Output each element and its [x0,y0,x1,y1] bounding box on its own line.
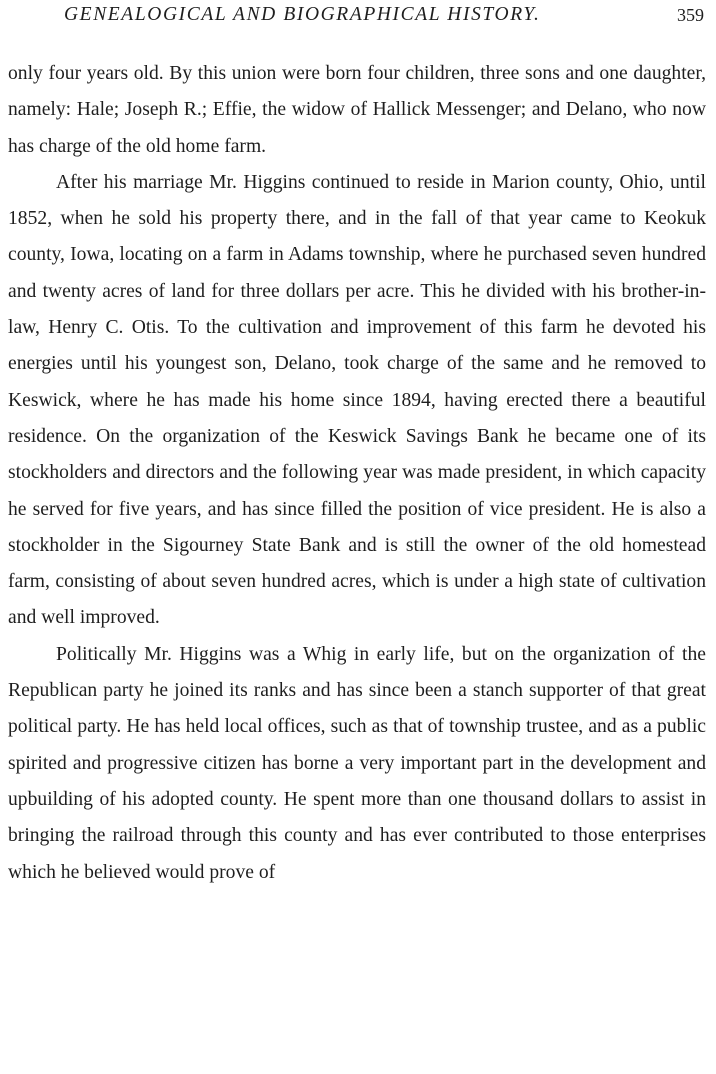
running-title: GENEALOGICAL AND BIOGRAPHICAL HISTORY. [64,4,541,25]
page-number: 359 [677,5,704,25]
paragraph-politics: Politically Mr. Higgins was a Whig in early life, but on the organization of the Republican party he joined its ranks and has since been a stanch supporter of that great political party. He has held local offices, such as that of township trustee, and as a public spirited and progressive citizen has borne a very important part in the development and upbuilding of his adopted county. He spent more than one thousand dollars to assist in bringing the railroad through this county and has ever contributed to those enterprises which he believed would prove of [8,643,706,883]
body-text [8,56,706,891]
paragraph-marriage-and-farm: After his marriage Mr. Higgins continued to reside in Marion county, Ohio, until 1852, when he sold his property there, and in the fall of that year came to Keokuk county, Iowa, locating on a farm in Adams township, where he purchased seven hundred and twenty acres of land for three dollars per acre. This he divided with his brother-in-law, Henry C. Otis. To the cultivation and improvement of this farm he devoted his energies until his youngest son, Delano, took charge of the same and he removed to Keswick, where he has made his home since 1894, having erected there a beautiful residence. On the organization of the Keswick Savings Bank he became one of its stockholders and directors and the following year was made president, in which capacity he served for five years, and has since filled the position of vice president. He is also a stockholder in the Sigourney State Bank and is still the owner of the old homestead farm, consisting of about seven hundred acres, which is under a high state of cultivation and well improved. [8,171,706,629]
running-head [0,4,716,34]
paragraph-continued: only four years old. By this union were born four children, three sons and one daughter, namely: Hale; Joseph R.; Effie, the widow of Hallick Messenger; and Delano, who now has charge of the old home farm. [8,63,706,157]
